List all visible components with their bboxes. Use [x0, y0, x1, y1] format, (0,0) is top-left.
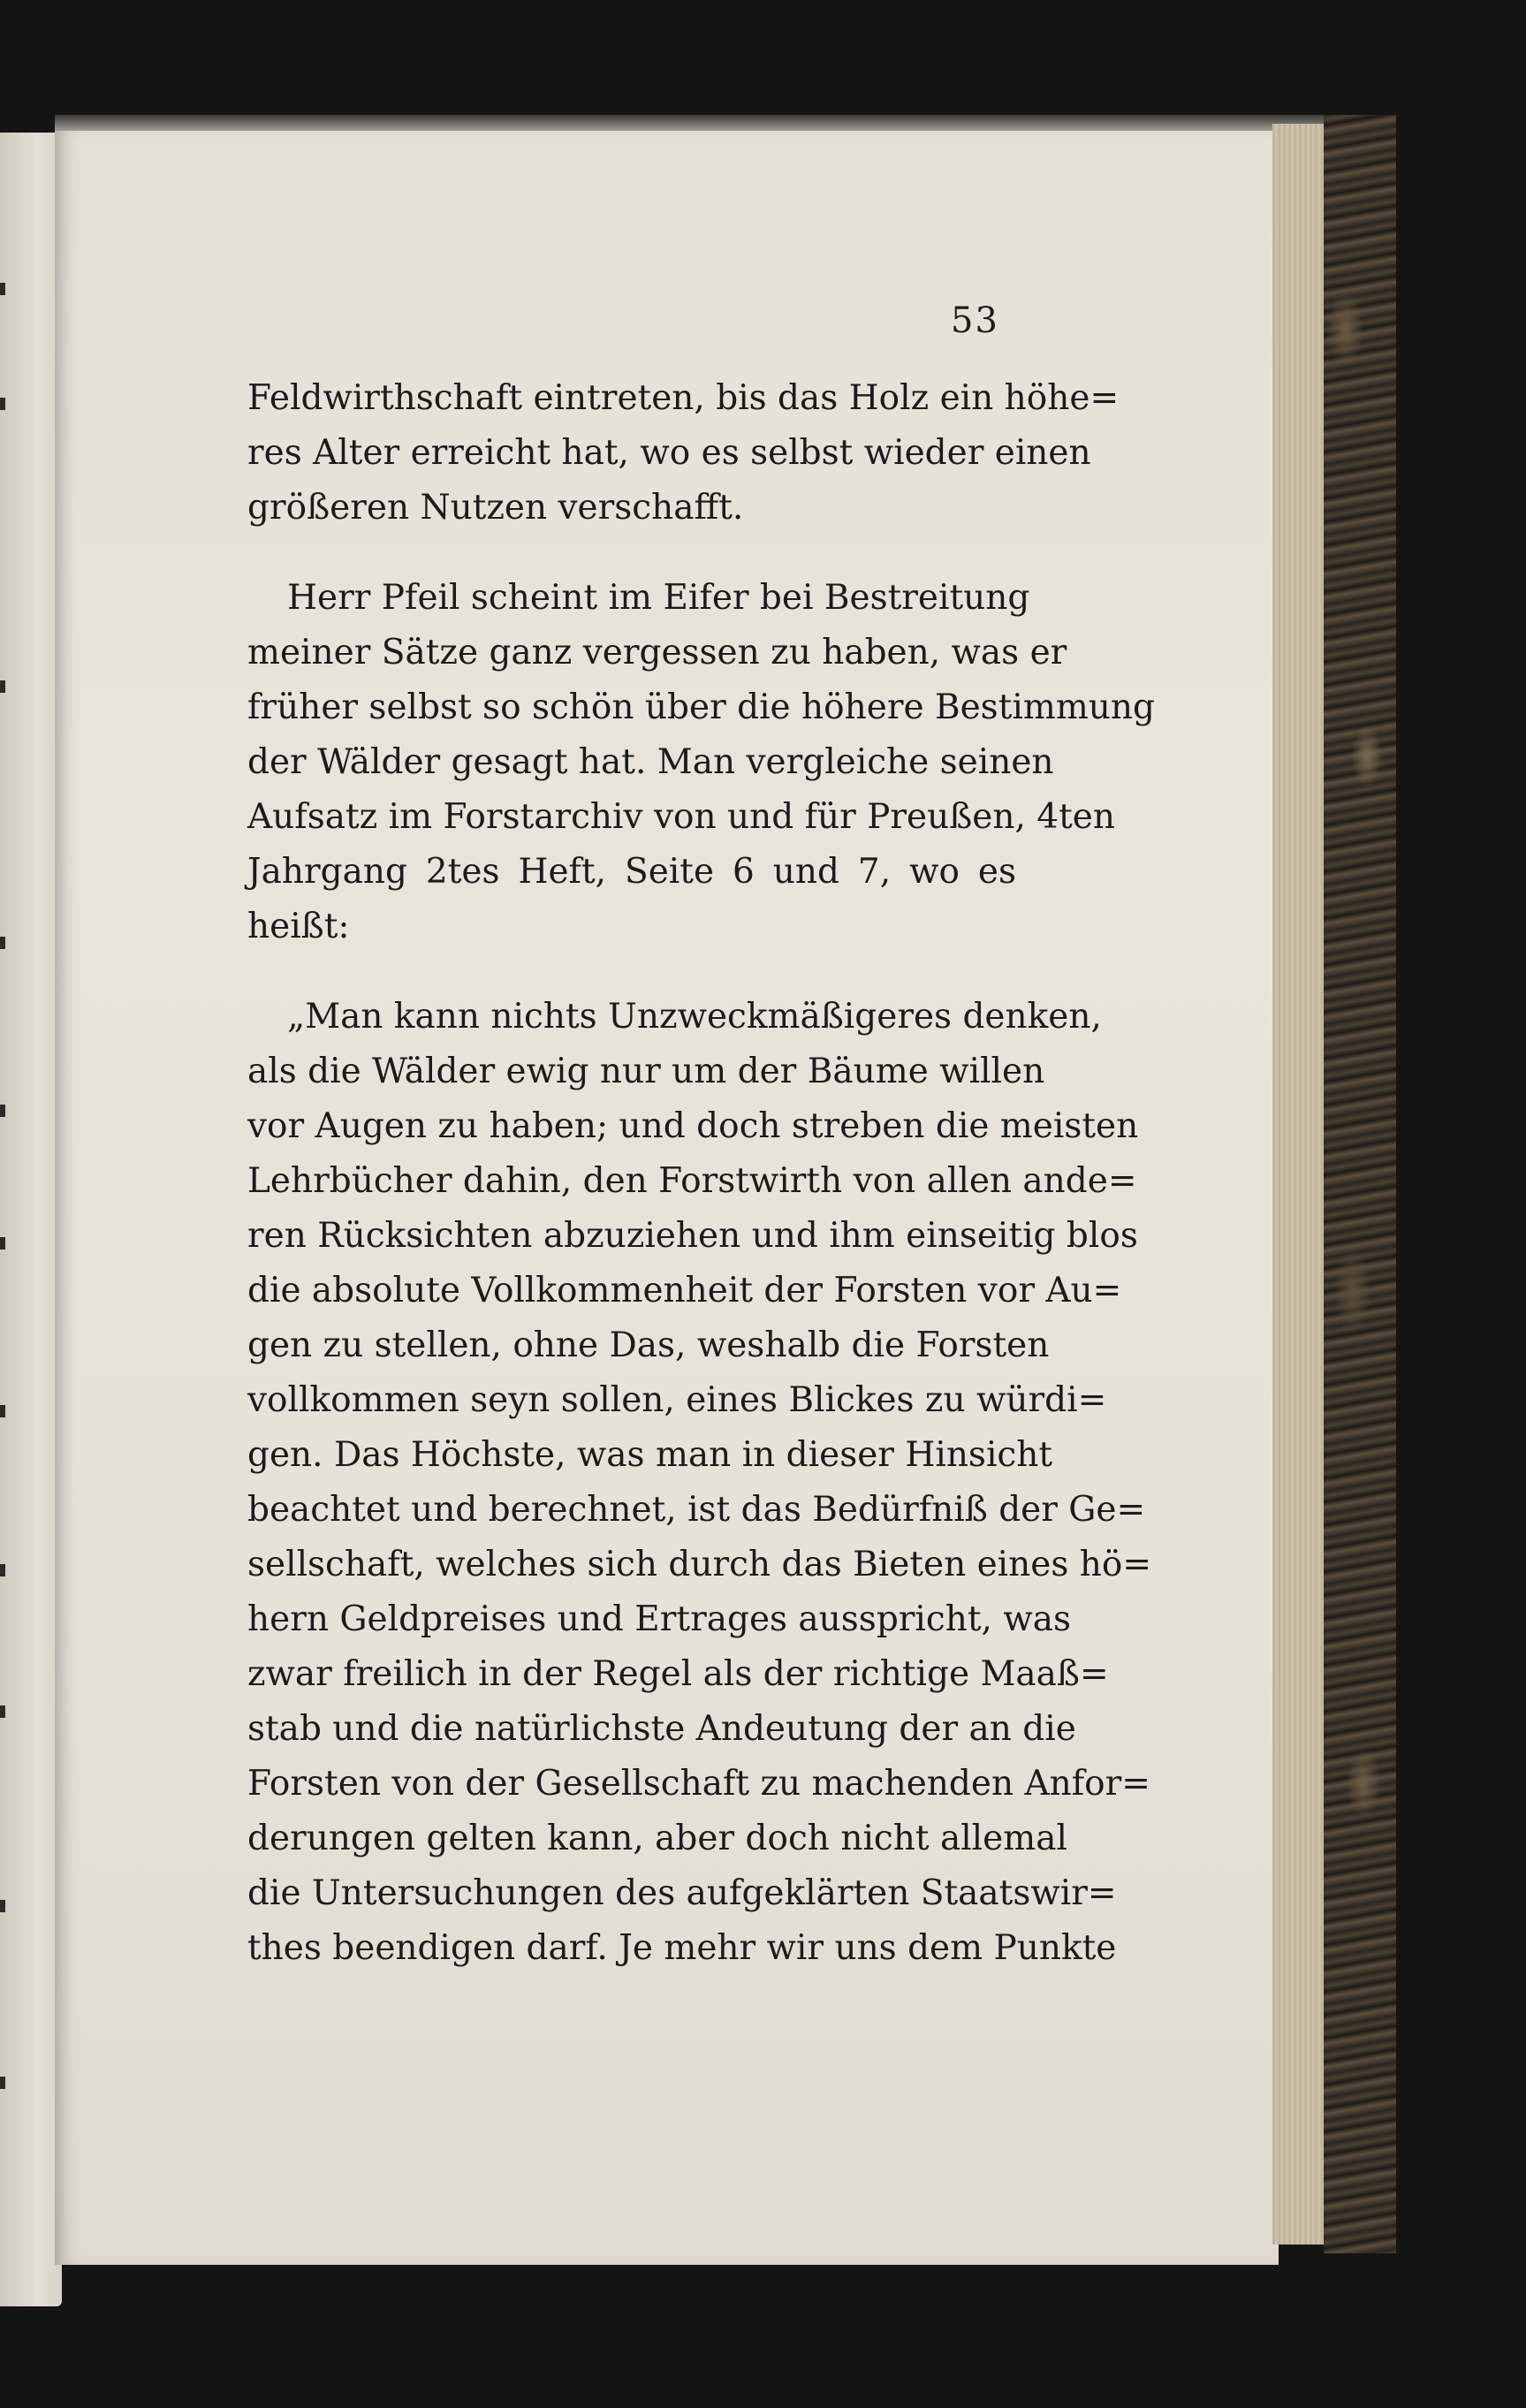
text-line: gen zu stellen, ohne Das, weshalb die Forsten — [247, 1326, 1050, 1365]
text-line: meiner Sätze ganz vergessen zu haben, was er — [247, 633, 1067, 672]
text-line: vor Augen zu haben; und doch streben die meisten — [247, 1106, 1139, 1146]
marbled-cover-board — [1324, 115, 1396, 2253]
text-line: Jahrgang 2tes Heft, Seite 6 und 7, wo es — [247, 852, 1016, 892]
text-line: hern Geldpreises und Ertrages ausspricht, was — [247, 1599, 1071, 1639]
text-line: Aufsatz im Forstarchiv von und für Preußen, 4ten — [247, 797, 1115, 837]
text-line: Herr Pfeil scheint im Eifer bei Bestreitung — [287, 578, 1030, 618]
text-line: derungen gelten kann, aber doch nicht allemal — [247, 1819, 1067, 1858]
text-line: stab und die natürlichste Andeutung der an die — [247, 1709, 1076, 1749]
text-line: größeren Nutzen verschafft. — [247, 488, 744, 528]
text-line: der Wälder gesagt hat. Man vergleiche seinen — [247, 742, 1054, 782]
text-line: „Man kann nichts Unzweckmäßigeres denken, — [287, 997, 1102, 1037]
text-line: zwar freilich in der Regel als der richtige Maaß= — [247, 1654, 1109, 1694]
text-line: die Untersuchungen des aufgeklärten Staatswir= — [247, 1873, 1117, 1913]
text-line: thes beendigen darf. Je mehr wir uns dem Punkte — [247, 1928, 1117, 1968]
text-line: Forsten von der Gesellschaft zu machenden Anfor= — [247, 1764, 1150, 1804]
text-line: gen. Das Höchste, was man in dieser Hinsicht — [247, 1435, 1053, 1475]
text-line: ren Rücksichten abzuziehen und ihm einseitig blos — [247, 1216, 1138, 1256]
text-line: res Alter erreicht hat, wo es selbst wieder einen — [247, 433, 1091, 473]
text-line: beachtet und berechnet, ist das Bedürfniß der Ge= — [247, 1490, 1146, 1530]
text-line: Feldwirthschaft eintreten, bis das Holz ein höhe= — [247, 378, 1120, 418]
text-line: als die Wälder ewig nur um der Bäume willen — [247, 1052, 1045, 1091]
text-line: früher selbst so schön über die höhere Bestimmung — [247, 687, 1156, 727]
page-number: 53 — [951, 300, 999, 341]
text-line: Lehrbücher dahin, den Forstwirth von allen ande= — [247, 1161, 1137, 1201]
paragraph-3-quote — [247, 990, 1152, 1976]
text-line: sellschaft, welches sich durch das Bieten eines hö= — [247, 1545, 1152, 1584]
paragraph-1 — [247, 371, 1120, 536]
body-text — [247, 371, 1156, 1976]
paragraph-2 — [247, 571, 1156, 954]
text-line: vollkommen seyn sollen, eines Blickes zu würdi= — [247, 1380, 1107, 1420]
text-line: die absolute Vollkommenheit der Forsten vor Au= — [247, 1271, 1122, 1310]
text-line: heißt: — [247, 907, 350, 946]
page-edges — [1272, 124, 1325, 2245]
previous-page-edge — [0, 133, 62, 2306]
